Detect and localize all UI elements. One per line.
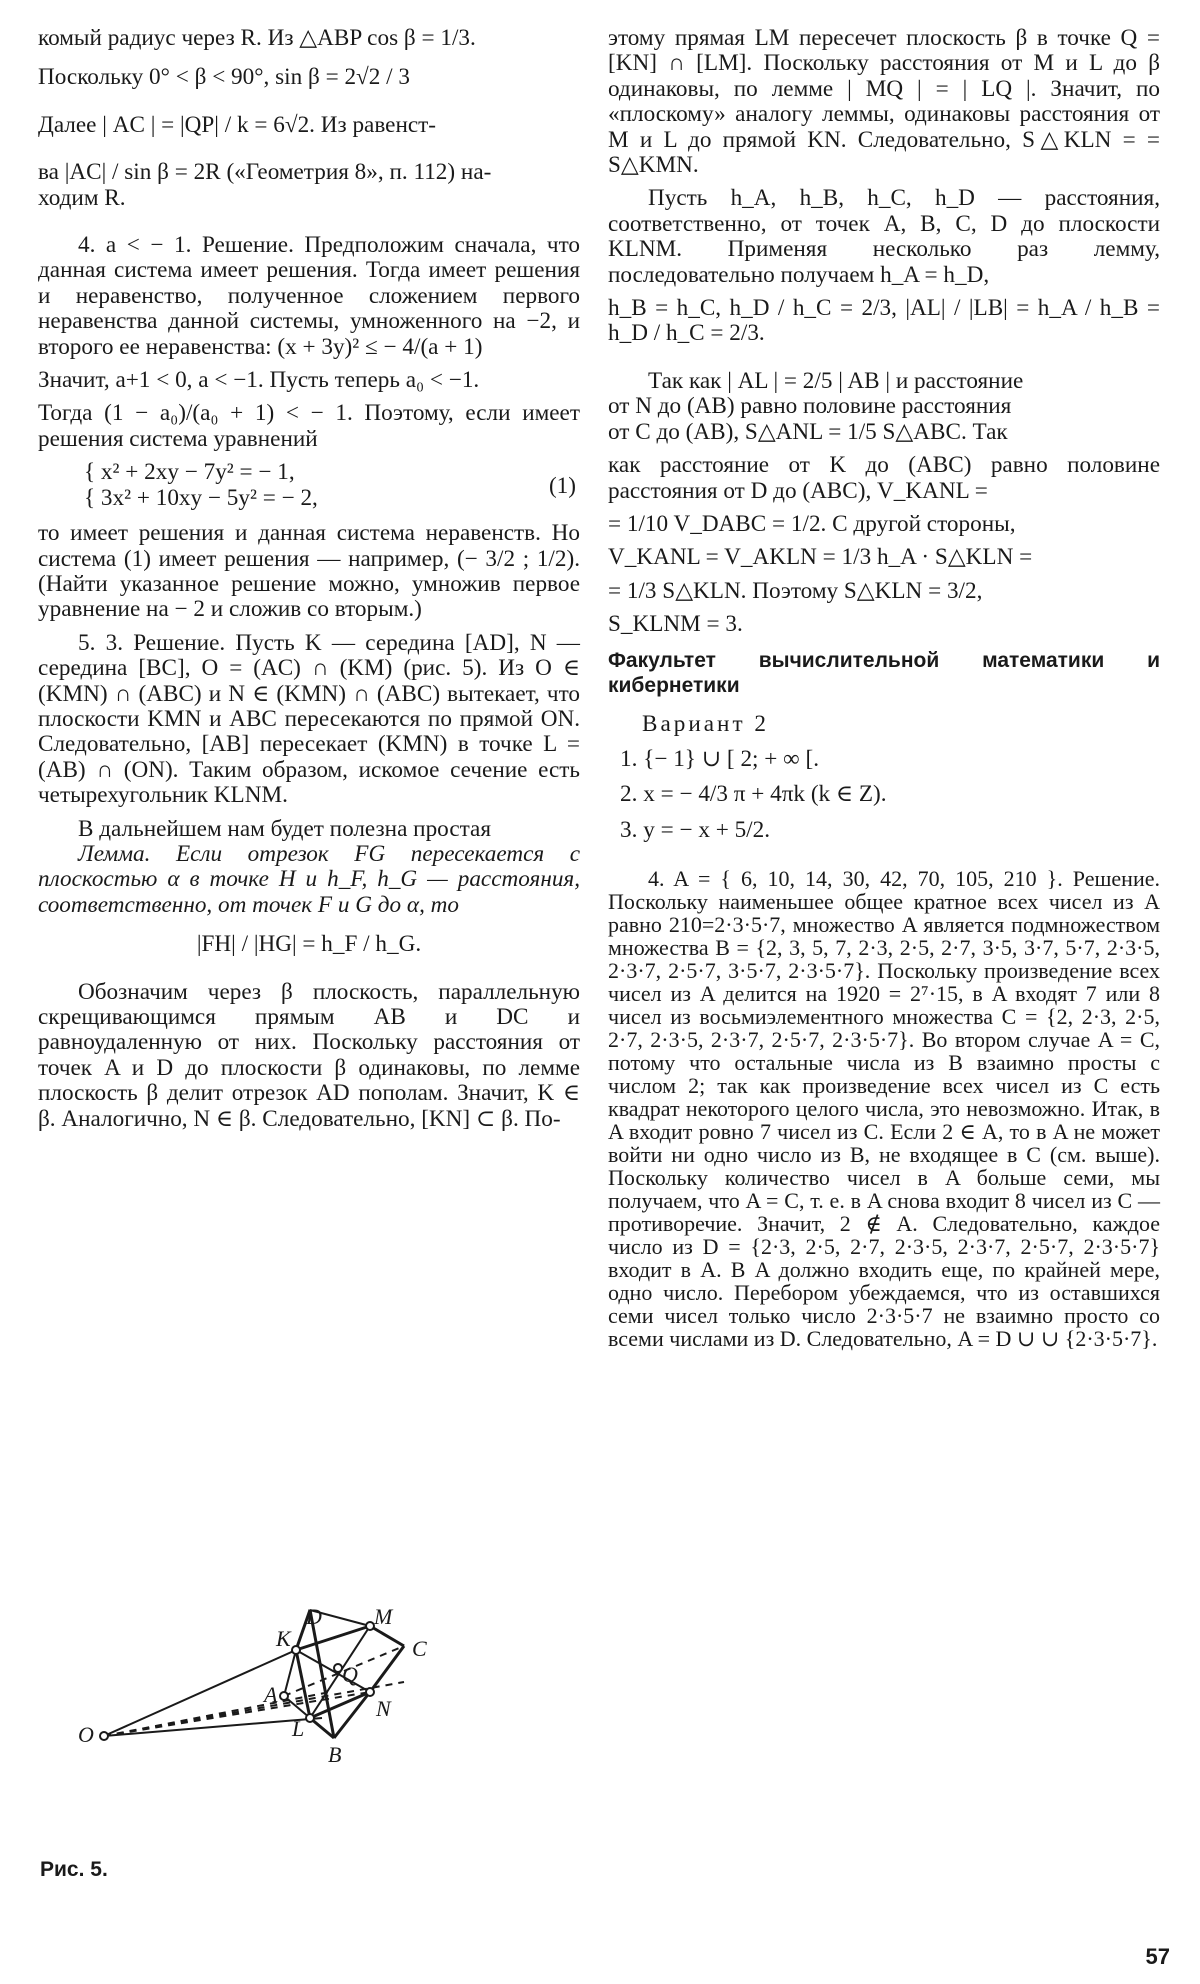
paragraph: как расстояние от K до (ABC) равно половине расстояния от D до (ABC), V_KANL = [608, 452, 1160, 504]
section-heading: Факультет вычислительной математики и кибернетики [608, 648, 1160, 697]
edge-KA [284, 1650, 296, 1696]
point-A [280, 1692, 288, 1700]
problem-4: 4. A = { 6, 10, 14, 30, 42, 70, 105, 210 }. Решение. Поскольку наименьшее общее кратное всех чисел из A равно 210=2·3·5·7, множество A является подмножеством множества B = {2, 3, 5, 7, 2·3, 2·5, 2·7, 3·5, 3·7, 5·7, 2·3·5, 2·3·7, 2·5·7, 3·5·7, 2·3·5·7}. Поскольку произведение всех чисел из A делится на 1920 = 2⁷·15, в A входят 7 или 8 чисел из восьмиэлементного множества C = {2, 2·3, 2·5, 2·7, 2·3·5, 2·3·7, 2·5·7, 2·3·5·7}. Во втором случае A = C, потому что остальные числа из B взаимно просты с числом 2; так как произведение всех чисел из C есть квадрат некоторого целого числа, это невозможно. Итак, в A входит ровно 7 чисел из C. Если 2 ∈ A, то в A не может войти ни одно число из B, не входящее в C (см. выше). Поскольку количество чисел в A больше семи, мы получаем, что A = C, т. е. в A снова входит 8 чисел из C — противоречие. Значит, 2 ∉ A. Следовательно, каждое число из D = {2·3, 2·5, 2·7, 2·3·5, 2·3·7, 2·5·7, 2·3·5·7} входит в A. В A должно входить еще, по крайней мере, одно число. Перебором убеждаемся, что из оставшихся семи чисел только число 2·3·5·7 не взаимно просто со всеми числами из D. Следовательно, A = D ∪ ∪ {2·3·5·7}. [608, 866, 1160, 1352]
point-O [100, 1732, 108, 1740]
paragraph: Тогда (1 − a₀)/(a₀ + 1) < − 1. Поэтому, если имеет решения система уравнений [38, 400, 580, 452]
left-column [38, 26, 580, 1140]
figure-caption: Рис. 5. [40, 1858, 108, 1881]
right-column [608, 26, 1160, 1358]
answer-1: 1. {− 1} ∪ [ 2; + ∞ [. [620, 745, 820, 772]
label-O: O [78, 1722, 94, 1747]
label-K: K [276, 1626, 291, 1651]
equation-line: { x² + 2xy − 7y² = − 1, [84, 459, 295, 486]
paragraph: В дальнейшем нам будет полезна простая [78, 815, 492, 842]
paragraph: Далее | AC | = |QP| / k = 6√2. Из равенст- [38, 111, 437, 138]
page-number: 57 [1145, 1944, 1170, 1969]
paragraph: = 1/10 V_DABC = 1/2. С другой стороны, [608, 510, 1016, 537]
label-C: C [412, 1636, 427, 1661]
paragraph: Пусть h_A, h_B, h_C, h_D — расстояния, соответственно, от точек A, B, C, D до плоскости KLNM. Применяя несколько раз лемму, последовательно получаем h_A = h_D, [608, 185, 1160, 288]
paragraph: ходим R. [38, 184, 126, 211]
lemma-formula: |FH| / |HG| = h_F / h_G. [196, 931, 422, 958]
label-D: D [306, 1606, 322, 1629]
paragraph: S_KLNM = 3. [608, 611, 743, 638]
paragraph: 4. a < − 1. Решение. Предположим сначала, что данная система имеет решения. Тогда имеет решения и неравенство, полученное сложением первого неравенства данной системы, умноженного на −2, и второго ее неравенства: (x + 3y)² ≤ − 4/(a + 1) [38, 232, 580, 360]
paragraph: V_KANL = V_AKLN = 1/3 h_A · S△KLN = [608, 544, 1033, 571]
equation-number: (1) [548, 473, 576, 500]
paragraph: Так как | AL | = 2/5 | AB | и расстояние [648, 367, 1024, 394]
edge-KN [296, 1650, 370, 1692]
point-M [366, 1622, 374, 1630]
label-L: L [292, 1716, 305, 1741]
paragraph: от C до (AB), S△ANL = 1/5 S△ABC. Так [608, 418, 1008, 445]
label-A: A [264, 1682, 278, 1707]
edge-MC [370, 1626, 404, 1646]
point-Q [334, 1664, 342, 1672]
paragraph: 5. 3. Решение. Пусть K — середина [AD], N — середина [BC], O = (AC) ∩ (KM) (рис. 5). Из O ∈ (KMN) ∩ (ABC) и N ∈ (KMN) ∩ (ABC) вытекает, что плоскости KMN и ABC пересекаются по прямой ON. Следовательно, [AB] пересекает (KMN) в точке L = (AB) ∩ (ON). Таким образом, искомое сечение есть четырехугольник KLNM. [38, 629, 580, 809]
equation-system [38, 460, 580, 511]
label-Q: Q [342, 1662, 358, 1687]
paragraph: то имеет решения и данная система неравенств. Но система (1) имеет решения — например, (− 3/2 ; 1/2). (Найти указанное решение можно, умножив первое уравнение на − 2 и сложив со вторым.) [38, 520, 580, 623]
paragraph: Значит, a+1 < 0, a < −1. Пусть теперь a₀ < −1. [38, 367, 480, 394]
paragraph: = 1/3 S△KLN. Поэтому S△KLN = 3/2, [608, 577, 983, 604]
variant-title: Вариант 2 [642, 710, 769, 737]
label-M: M [374, 1606, 393, 1629]
paragraph: этому прямая LM пересечет плоскость β в точке Q = [KN] ∩ [LM]. Поскольку расстояния от M и L до β одинаковы, по лемме | MQ | = | LQ |. Значит, по «плоскому» аналогу леммы, одинаковы расстояния от M и L до прямой KN. Следовательно, S△KLN = = S△KMN. [608, 25, 1160, 179]
paragraph: от N до (AB) равно половине расстояния [608, 393, 1012, 420]
point-N [366, 1688, 374, 1696]
point-L [306, 1714, 314, 1722]
figure-5 [70, 1606, 570, 1846]
paragraph: Обозначим через β плоскость, параллельную скрещивающимся прямым AB и DC и равноудаленную от них. Поскольку расстояния от точек A и D до плоскости β одинаковы, по лемме плоскость β делит отрезок AD пополам. Значит, K ∈ β. Аналогично, N ∈ β. Следовательно, [KN] ⊂ β. По- [38, 978, 580, 1132]
paragraph: Поскольку 0° < β < 90°, sin β = 2√2 / 3 [38, 64, 410, 91]
paragraph: ва |AC| / sin β = 2R («Геометрия 8», п. 112) на- [38, 159, 492, 186]
point-K [292, 1646, 300, 1654]
paragraph: h_B = h_C, h_D / h_C = 2/3, |AL| / |LB| = h_A / h_B = h_D / h_C = 2/3. [608, 295, 1160, 347]
edge-KM [296, 1626, 370, 1650]
lemma: Лемма. Если отрезок FG пересекается с плоскостью α в точке H и h_F, h_G — расстояния, соответственно, от точек F и G до α, то [38, 840, 580, 918]
answer-3: 3. y = − x + 5/2. [620, 816, 771, 843]
paragraph: комый радиус через R. Из △ABP cos β = 1/3. [38, 25, 476, 51]
equation-line: { 3x² + 10xy − 5y² = − 2, [84, 484, 318, 511]
label-N: N [376, 1696, 391, 1721]
answer-2: 2. x = − 4/3 π + 4πk (k ∈ Z). [620, 781, 887, 808]
label-B: B [328, 1742, 342, 1767]
